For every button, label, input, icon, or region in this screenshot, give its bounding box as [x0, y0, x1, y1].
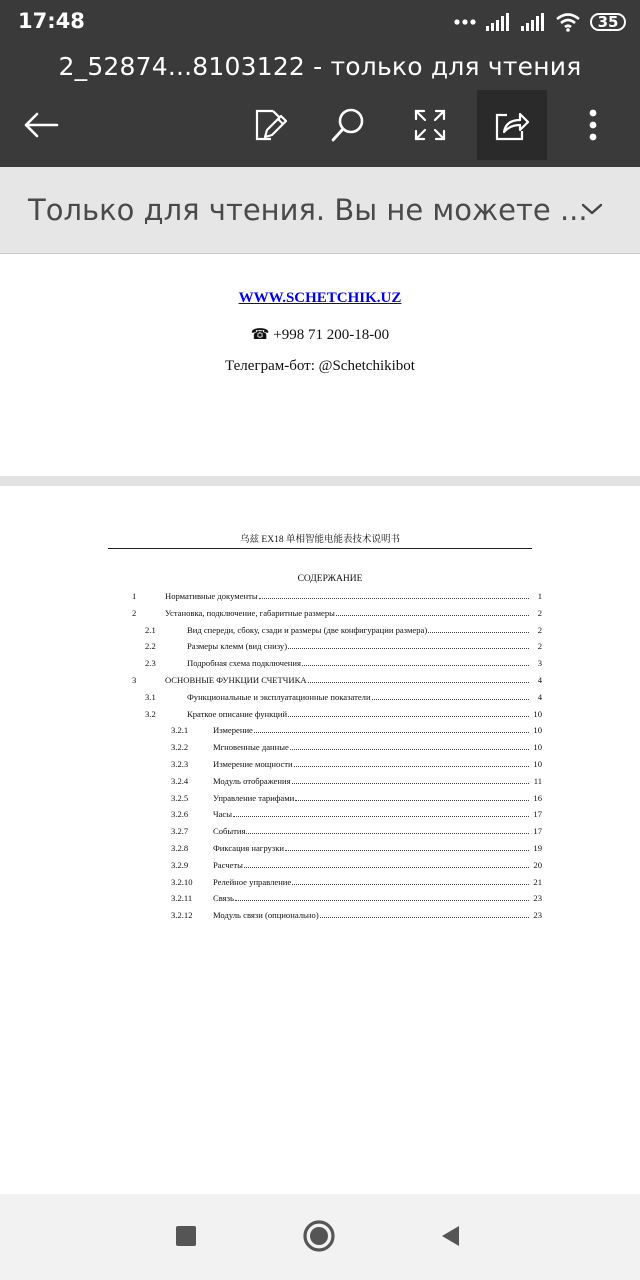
toc-number: 3.2.10 — [171, 876, 193, 887]
toc-page-number: 4 — [537, 691, 542, 702]
toc-page-number: 10 — [533, 725, 542, 736]
toc-entry — [213, 758, 530, 770]
toc-number: 3.2.2 — [171, 742, 189, 753]
toc-entry-title: Мгновенные данные — [213, 742, 289, 753]
toc-leader-dots — [308, 681, 529, 683]
toc-leader-dots — [246, 832, 529, 834]
toc-entry-title: Часы — [213, 809, 232, 820]
toc-leader-dots — [254, 731, 529, 733]
more-dots-icon — [454, 18, 476, 26]
toc-leader-dots — [336, 614, 529, 616]
toc-leader-dots — [292, 782, 529, 784]
toc-number: 3.1 — [145, 691, 156, 702]
toc-page-number: 2 — [537, 607, 542, 618]
edit-button[interactable] — [234, 90, 304, 160]
toc-entry — [213, 724, 530, 736]
home-circle-icon — [302, 1219, 336, 1253]
banner-text: Только для чтения. Вы не можете ... — [28, 193, 588, 227]
toc-leader-dots — [288, 715, 529, 717]
wifi-icon — [555, 12, 581, 32]
toc-number: 3.2.3 — [171, 759, 189, 769]
toc-number: 2 — [132, 607, 137, 618]
toc-entry-title: События — [213, 826, 246, 837]
toc-entry — [165, 607, 530, 619]
toc-entry-title: Размеры клемм (вид снизу) — [187, 641, 288, 652]
read-only-banner[interactable] — [0, 167, 640, 254]
recents-square-icon — [175, 1225, 197, 1247]
phone-icon: ☎ — [250, 327, 270, 343]
toc-entry — [187, 640, 530, 652]
toc-page-number: 16 — [533, 792, 542, 803]
toc-entry — [187, 657, 530, 669]
toc-row[interactable] — [0, 624, 640, 636]
toc-number: 2.3 — [145, 658, 156, 669]
toc-entry-title: Модуль связи (опционально) — [213, 910, 319, 921]
toc-number: 3.2.5 — [171, 792, 189, 803]
search-icon — [330, 107, 366, 143]
toc-entry — [165, 674, 530, 686]
share-icon — [494, 108, 530, 142]
toc-number: 3.2.9 — [171, 859, 189, 870]
toc-row[interactable] — [0, 876, 640, 888]
more-options-button[interactable] — [558, 90, 628, 160]
toc-entry — [213, 741, 530, 753]
document-page-2 — [0, 486, 640, 1194]
toc-entry — [213, 909, 530, 921]
toc-entry-title: Функциональные и эксплуатационные показатели — [187, 691, 371, 702]
back-triangle-icon — [439, 1224, 461, 1248]
home-button[interactable] — [297, 1214, 341, 1258]
toc-row[interactable] — [0, 825, 640, 837]
toc-entry-title: Подробная схема подключения — [187, 658, 301, 669]
edit-pen-icon — [251, 107, 287, 143]
toc-number: 3 — [132, 675, 137, 685]
toc-page-number: 1 — [537, 591, 542, 601]
toc-number: 3.2.7 — [171, 826, 189, 837]
toc-row[interactable] — [0, 792, 640, 804]
toc-number: 3.2.4 — [171, 775, 189, 786]
header-rule — [108, 548, 532, 549]
toc-number: 2.1 — [145, 624, 156, 635]
toc-row[interactable] — [0, 674, 640, 686]
phone-line — [0, 325, 640, 344]
toc-entry-title: Фиксация нагрузки — [213, 843, 284, 853]
signal-icon — [485, 12, 511, 32]
toc-entry — [187, 708, 530, 720]
toc-entry-title: Расчеты — [213, 859, 243, 870]
banner-expand-button[interactable] — [576, 193, 608, 225]
toc-row[interactable] — [0, 724, 640, 736]
chevron-down-icon — [581, 202, 603, 216]
toc-page-number: 10 — [533, 742, 542, 753]
toc-page-number: 3 — [537, 658, 542, 669]
toc-page-number: 17 — [533, 809, 542, 820]
toc-number: 3.2.11 — [171, 893, 193, 904]
toc-row[interactable] — [0, 741, 640, 753]
toc-entry-title: Краткое описание функций — [187, 708, 288, 719]
toc-page-number: 4 — [537, 675, 542, 685]
phone-number: +998 71 200-18-00 — [273, 327, 390, 343]
toc-row[interactable] — [0, 640, 640, 652]
toc-row[interactable] — [0, 607, 640, 619]
share-button[interactable] — [477, 90, 547, 160]
website-link[interactable]: WWW.SCHETCHIK.UZ — [238, 290, 402, 306]
toc-row[interactable] — [0, 691, 640, 703]
toc-row[interactable] — [0, 657, 640, 669]
status-bar — [0, 0, 640, 44]
toc-number: 3.2.8 — [171, 843, 189, 853]
toc-entry-title: Установка, подключение, габаритные размеры — [165, 607, 335, 618]
toc-page-number: 10 — [533, 708, 542, 719]
toc-row[interactable] — [0, 758, 640, 770]
toc-page-number: 2 — [537, 641, 542, 652]
toc-leader-dots — [372, 698, 529, 700]
toc-entry — [213, 876, 530, 888]
toc-number: 3.2.6 — [171, 809, 189, 820]
app-toolbar — [0, 44, 640, 167]
status-icons — [454, 9, 626, 35]
toc-leader-dots — [259, 597, 529, 599]
toc-row[interactable] — [0, 808, 640, 820]
toc-page-number: 20 — [533, 859, 542, 870]
toc-row[interactable] — [0, 775, 640, 787]
toc-leader-dots — [320, 916, 529, 918]
toc-leader-dots — [428, 631, 529, 633]
toc-entry-title: Измерение — [213, 725, 253, 736]
toc-entry-title: Связь — [213, 893, 234, 904]
toc-entry-title: ОСНОВНЫЕ ФУНКЦИИ СЧЕТЧИКА — [165, 675, 307, 685]
toc-leader-dots — [294, 765, 529, 767]
toc-row[interactable] — [0, 708, 640, 720]
toc-entry-title: Релейное управление — [213, 876, 292, 887]
toc-number: 3.2.1 — [171, 725, 189, 736]
toc-entry — [213, 825, 530, 837]
toc-number: 1 — [132, 591, 137, 601]
back-button[interactable] — [6, 90, 76, 160]
toc-entry — [213, 842, 530, 854]
toc-page-number: 23 — [533, 893, 542, 904]
toc-leader-dots — [244, 866, 529, 868]
toc-number: 2.2 — [145, 641, 156, 652]
toc-page-number: 11 — [533, 775, 542, 786]
page-separator — [0, 476, 640, 486]
toc-leader-dots — [302, 664, 529, 666]
toc-entry — [213, 808, 530, 820]
back-nav-button[interactable] — [428, 1214, 472, 1258]
telegram-line: Телеграм-бот: @Schetchikibot — [225, 358, 415, 374]
more-vertical-icon — [588, 108, 598, 142]
toc-entry — [213, 892, 530, 904]
signal-icon-2 — [520, 12, 546, 32]
fullscreen-button[interactable] — [395, 90, 465, 160]
document-page-1 — [0, 254, 640, 476]
toc-page-number: 19 — [533, 843, 542, 853]
toc-leader-dots — [285, 849, 529, 851]
toc-entry — [165, 590, 530, 602]
toc-page-number: 21 — [533, 876, 542, 887]
back-arrow-icon — [23, 111, 59, 139]
toc-page-number: 17 — [533, 826, 542, 837]
toc-entry-title: Модуль отображения — [213, 775, 291, 786]
toc-leader-dots — [292, 883, 529, 885]
document-title: 2_52874...8103122 - только для чтения — [58, 52, 582, 81]
toc-page-number: 10 — [533, 759, 542, 769]
toc-leader-dots — [235, 899, 529, 901]
toc-entry — [213, 792, 530, 804]
toc-entry — [213, 775, 530, 787]
battery-level: 35 — [597, 13, 619, 31]
battery-icon — [590, 13, 626, 31]
toc-leader-dots — [288, 647, 529, 649]
status-time: 17:48 — [18, 9, 85, 33]
document-header: 乌兹 EX18 单相智能电能表技术说明书 — [240, 535, 400, 545]
system-nav-bar — [0, 1194, 640, 1280]
toc-row[interactable] — [0, 842, 640, 854]
toc-entry-title: Управление тарифами — [213, 792, 295, 803]
toc-leader-dots — [233, 815, 529, 817]
toc-entry-title: Вид спереди, сбоку, сзади и размеры (две конфигурации размера) — [187, 624, 428, 635]
toc-number: 3.2.12 — [171, 910, 193, 921]
toc-row[interactable] — [0, 892, 640, 904]
toc-entry-title: Измерение мощности — [213, 759, 293, 769]
toc-leader-dots — [290, 748, 529, 750]
toc-number: 3.2 — [145, 708, 156, 719]
toc-row[interactable] — [0, 859, 640, 871]
toc-entry-title: Нормативные документы — [165, 591, 258, 601]
toc-entry — [187, 691, 530, 703]
recents-button[interactable] — [164, 1214, 208, 1258]
toc-page-number: 23 — [533, 910, 542, 921]
search-button[interactable] — [313, 90, 383, 160]
toc-entry — [187, 624, 530, 636]
toc-title: СОДЕРЖАНИЕ — [297, 574, 363, 584]
toc-row[interactable] — [0, 590, 640, 602]
toc-page-number: 2 — [537, 624, 542, 635]
toc-leader-dots — [295, 799, 529, 801]
toc-row[interactable] — [0, 909, 640, 921]
fullscreen-icon — [413, 108, 447, 142]
toc-entry — [213, 859, 530, 871]
